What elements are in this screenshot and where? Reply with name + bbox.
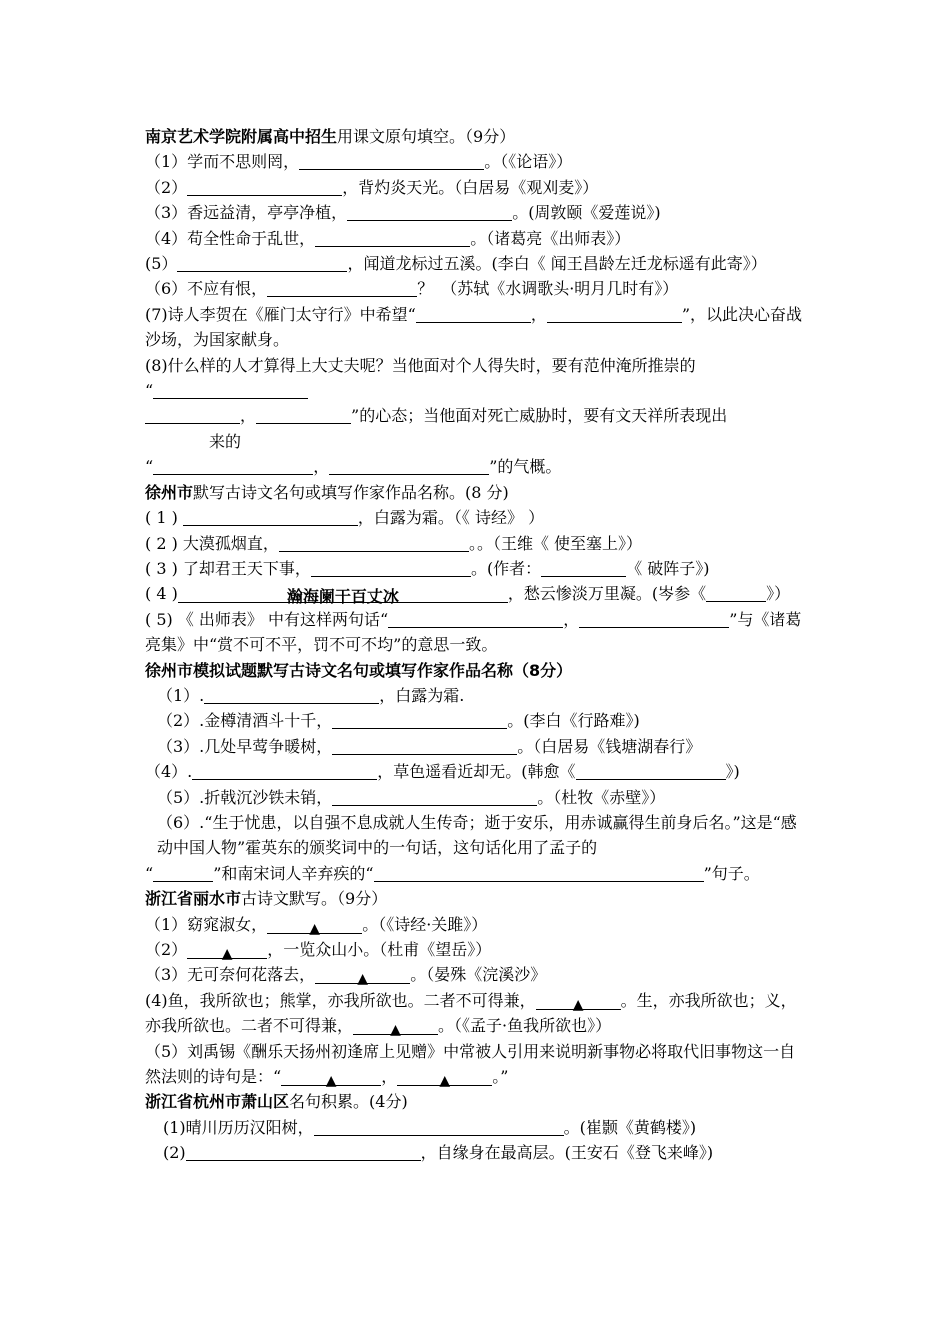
- triangle-mark-icon: ▲: [309, 920, 321, 937]
- question-1-2: （2） ，背灼炎天光。（白居易《观刈麦》）: [145, 177, 599, 197]
- section-title: 徐州市模拟试题默写古诗文名句或填写作家作品名称（8分）: [145, 660, 573, 680]
- exam-content: [145, 124, 810, 1166]
- answer-blank[interactable]: [187, 940, 267, 962]
- answer-blank[interactable]: [153, 380, 308, 399]
- answer-blank[interactable]: [281, 1067, 381, 1090]
- question-5-1: (1)晴川历历汉阳树， 。(崔颢《黄鹤楼》): [163, 1117, 697, 1137]
- question-1-3: （3）香远益清，亭亭净植， 。(周敦颐《爱莲说》): [145, 203, 661, 223]
- question-1-8-cont: 来的: [209, 431, 242, 451]
- question-1-7: (7)诗人李贺在《雁门太守行》中希望“ ， ”，以此决心奋战沙场，为国家献身。: [145, 304, 803, 350]
- answer-blank[interactable]: [541, 558, 626, 577]
- triangle-mark-icon: ▲: [325, 1073, 337, 1090]
- section-header-xuzhou: [145, 480, 810, 505]
- triangle-mark-icon: ▲: [357, 971, 369, 988]
- question-1-8: (8)什么样的人才算得上大丈夫呢？当他面对个人得失时，要有范仲淹所推崇的: [145, 355, 696, 375]
- question-3-1: （1）. ，白露为霜.: [157, 685, 465, 705]
- answer-blank[interactable]: [204, 685, 379, 704]
- answer-blank[interactable]: [347, 202, 512, 221]
- question-3-4: （4）. ，草色遥看近却无。(韩愈《 》): [145, 762, 740, 782]
- section-title: 浙江省杭州市萧山区: [145, 1092, 290, 1112]
- question-4-1: （1）窈窕淑女， ▲ 。（《诗经·关雎》）: [145, 914, 488, 937]
- triangle-mark-icon: ▲: [572, 996, 584, 1013]
- answer-blank[interactable]: [145, 405, 240, 424]
- answer-blank[interactable]: [416, 304, 531, 323]
- answer-blank[interactable]: [315, 965, 410, 988]
- section-header-nanjing: [145, 124, 810, 149]
- section-header-xuzhou-mock: [145, 658, 810, 683]
- answer-blank[interactable]: [279, 533, 469, 552]
- section-instruction: 古诗文默写。（9分）: [241, 889, 388, 909]
- triangle-mark-icon: ▲: [221, 946, 233, 962]
- question-1-8-cont: “: [145, 378, 810, 403]
- answer-blank[interactable]: [332, 736, 517, 755]
- answer-blank[interactable]: [299, 151, 484, 170]
- question-3-6-cont: “ ”和南宋词人辛弃疾的“ ”句子。: [145, 863, 760, 883]
- answer-blank[interactable]: [315, 228, 470, 247]
- section-instruction: 用课文原句填空。（9分）: [337, 127, 516, 146]
- question-2-4: ( 4 ) 瀚海阑干百丈冰 ，愁云惨淡万里凝。(岑参《 》）: [145, 584, 791, 607]
- answer-blank[interactable]: [256, 405, 351, 424]
- question-3-6: （6）.“生于忧患，以自强不息成就人生传奇；逝于安乐，用赤诚赢得生前身后名。”这是“感动中国人物”霍英东的颁奖词中的一句话，这句话化用了孟子的: [157, 812, 797, 858]
- question-4-3: （3）无可奈何花落去， ▲ 。（晏殊《浣溪沙》: [145, 965, 547, 988]
- answer-blank-filled[interactable]: 瀚海阑干百丈冰: [178, 584, 508, 603]
- answer-blank[interactable]: [267, 915, 362, 937]
- answer-blank[interactable]: [177, 253, 347, 272]
- answer-blank[interactable]: [329, 456, 489, 475]
- answer-blank[interactable]: [153, 863, 213, 882]
- answer-blank[interactable]: [332, 787, 537, 806]
- triangle-mark-icon: ▲: [439, 1073, 451, 1090]
- section-title: 南京艺术学院附属高中招生: [145, 127, 338, 146]
- answer-blank[interactable]: [153, 456, 313, 475]
- question-1-4: （4）苟全性命于乱世， 。（诸葛亮《出师表》）: [145, 228, 631, 248]
- triangle-mark-icon: ▲: [390, 1022, 401, 1039]
- question-3-2: （2）.金樽清酒斗十千， 。(李白《行路难》): [157, 711, 640, 731]
- question-2-2: ( 2 ) 大漠孤烟直， 。。（王维《 使至塞上》）: [145, 533, 643, 553]
- section-header-lishui: [145, 886, 810, 911]
- question-4-4: (4)鱼，我所欲也；熊掌，亦我所欲也。二者不可得兼， ▲ 。生，亦我所欲也；义，亦我所欲也。二者不可得兼， ▲ 。（《孟子·鱼我所欲也》）: [145, 990, 797, 1039]
- question-4-2: （2） ▲ ，一览众山小。（杜甫《望岳》）: [145, 940, 492, 962]
- answer-blank[interactable]: [353, 1016, 438, 1039]
- answer-blank[interactable]: [332, 710, 507, 729]
- question-1-6: （6）不应有恨， ？ （苏轼《水调歌头·明月几时有》）: [145, 279, 679, 299]
- question-3-3: （3）.几处早莺争暖树， 。（白居易《钱塘湖春行》: [157, 736, 702, 756]
- question-3-5: （5）.折戟沉沙铁未销， 。（杜牧《赤壁》）: [157, 787, 666, 807]
- section-title: 徐州市: [145, 482, 194, 502]
- section-title: 浙江省丽水市: [145, 889, 242, 909]
- answer-blank[interactable]: [547, 304, 682, 323]
- answer-blank[interactable]: [311, 558, 471, 577]
- question-1-8-cont: ， ”的心态；当他面对死亡威胁时，要有文天祥所表现出: [145, 403, 810, 428]
- question-4-5: （5）刘禹锡《酬乐天扬州初逢席上见赠》中常被人引用来说明新事物必将取代旧事物这一自然法则的诗句是：“ ▲ ， ▲ 。”: [145, 1041, 796, 1090]
- answer-blank[interactable]: [388, 609, 563, 628]
- answer-blank[interactable]: [576, 761, 726, 780]
- answer-blank[interactable]: [397, 1067, 492, 1090]
- answer-blank[interactable]: [314, 1117, 564, 1136]
- section-instruction: 名句积累。(4分): [289, 1092, 408, 1112]
- answer-blank[interactable]: [187, 177, 342, 196]
- answer-blank[interactable]: [536, 991, 621, 1013]
- answer-blank[interactable]: [706, 583, 766, 602]
- answer-blank[interactable]: [267, 278, 417, 297]
- question-2-1: ( 1 ) ，白露为霜。（《 诗经》 ）: [145, 508, 545, 528]
- question-2-5: ( 5) 《 出师表》 中有这样两句话“ ， ”与《诸葛亮集》中“赏不可不平，罚不可不均”的意思一致。: [145, 609, 802, 655]
- answer-blank[interactable]: [186, 1142, 421, 1161]
- section-header-xiaoshan: [145, 1089, 810, 1114]
- question-1-8-cont: “ ， ”的气概。: [145, 457, 562, 477]
- answer-blank[interactable]: [183, 507, 358, 526]
- section-instruction: 默写古诗文名句或填写作家作品名称。(8 分): [193, 482, 509, 502]
- question-2-3: ( 3 ) 了却君王天下事， 。(作者： 《 破阵子》): [145, 558, 710, 578]
- answer-blank[interactable]: [192, 761, 377, 780]
- question-1-5: (5） ，闻道龙标过五溪。(李白《 闻王昌龄左迁龙标遥有此寄》）: [145, 254, 767, 274]
- question-5-2: (2) ，自缘身在最高层。(王安石《登飞来峰》): [163, 1143, 714, 1163]
- answer-blank[interactable]: [579, 609, 729, 628]
- answer-blank[interactable]: [374, 863, 704, 882]
- question-1-1: （1）学而不思则罔， 。（《论语》）: [145, 152, 573, 172]
